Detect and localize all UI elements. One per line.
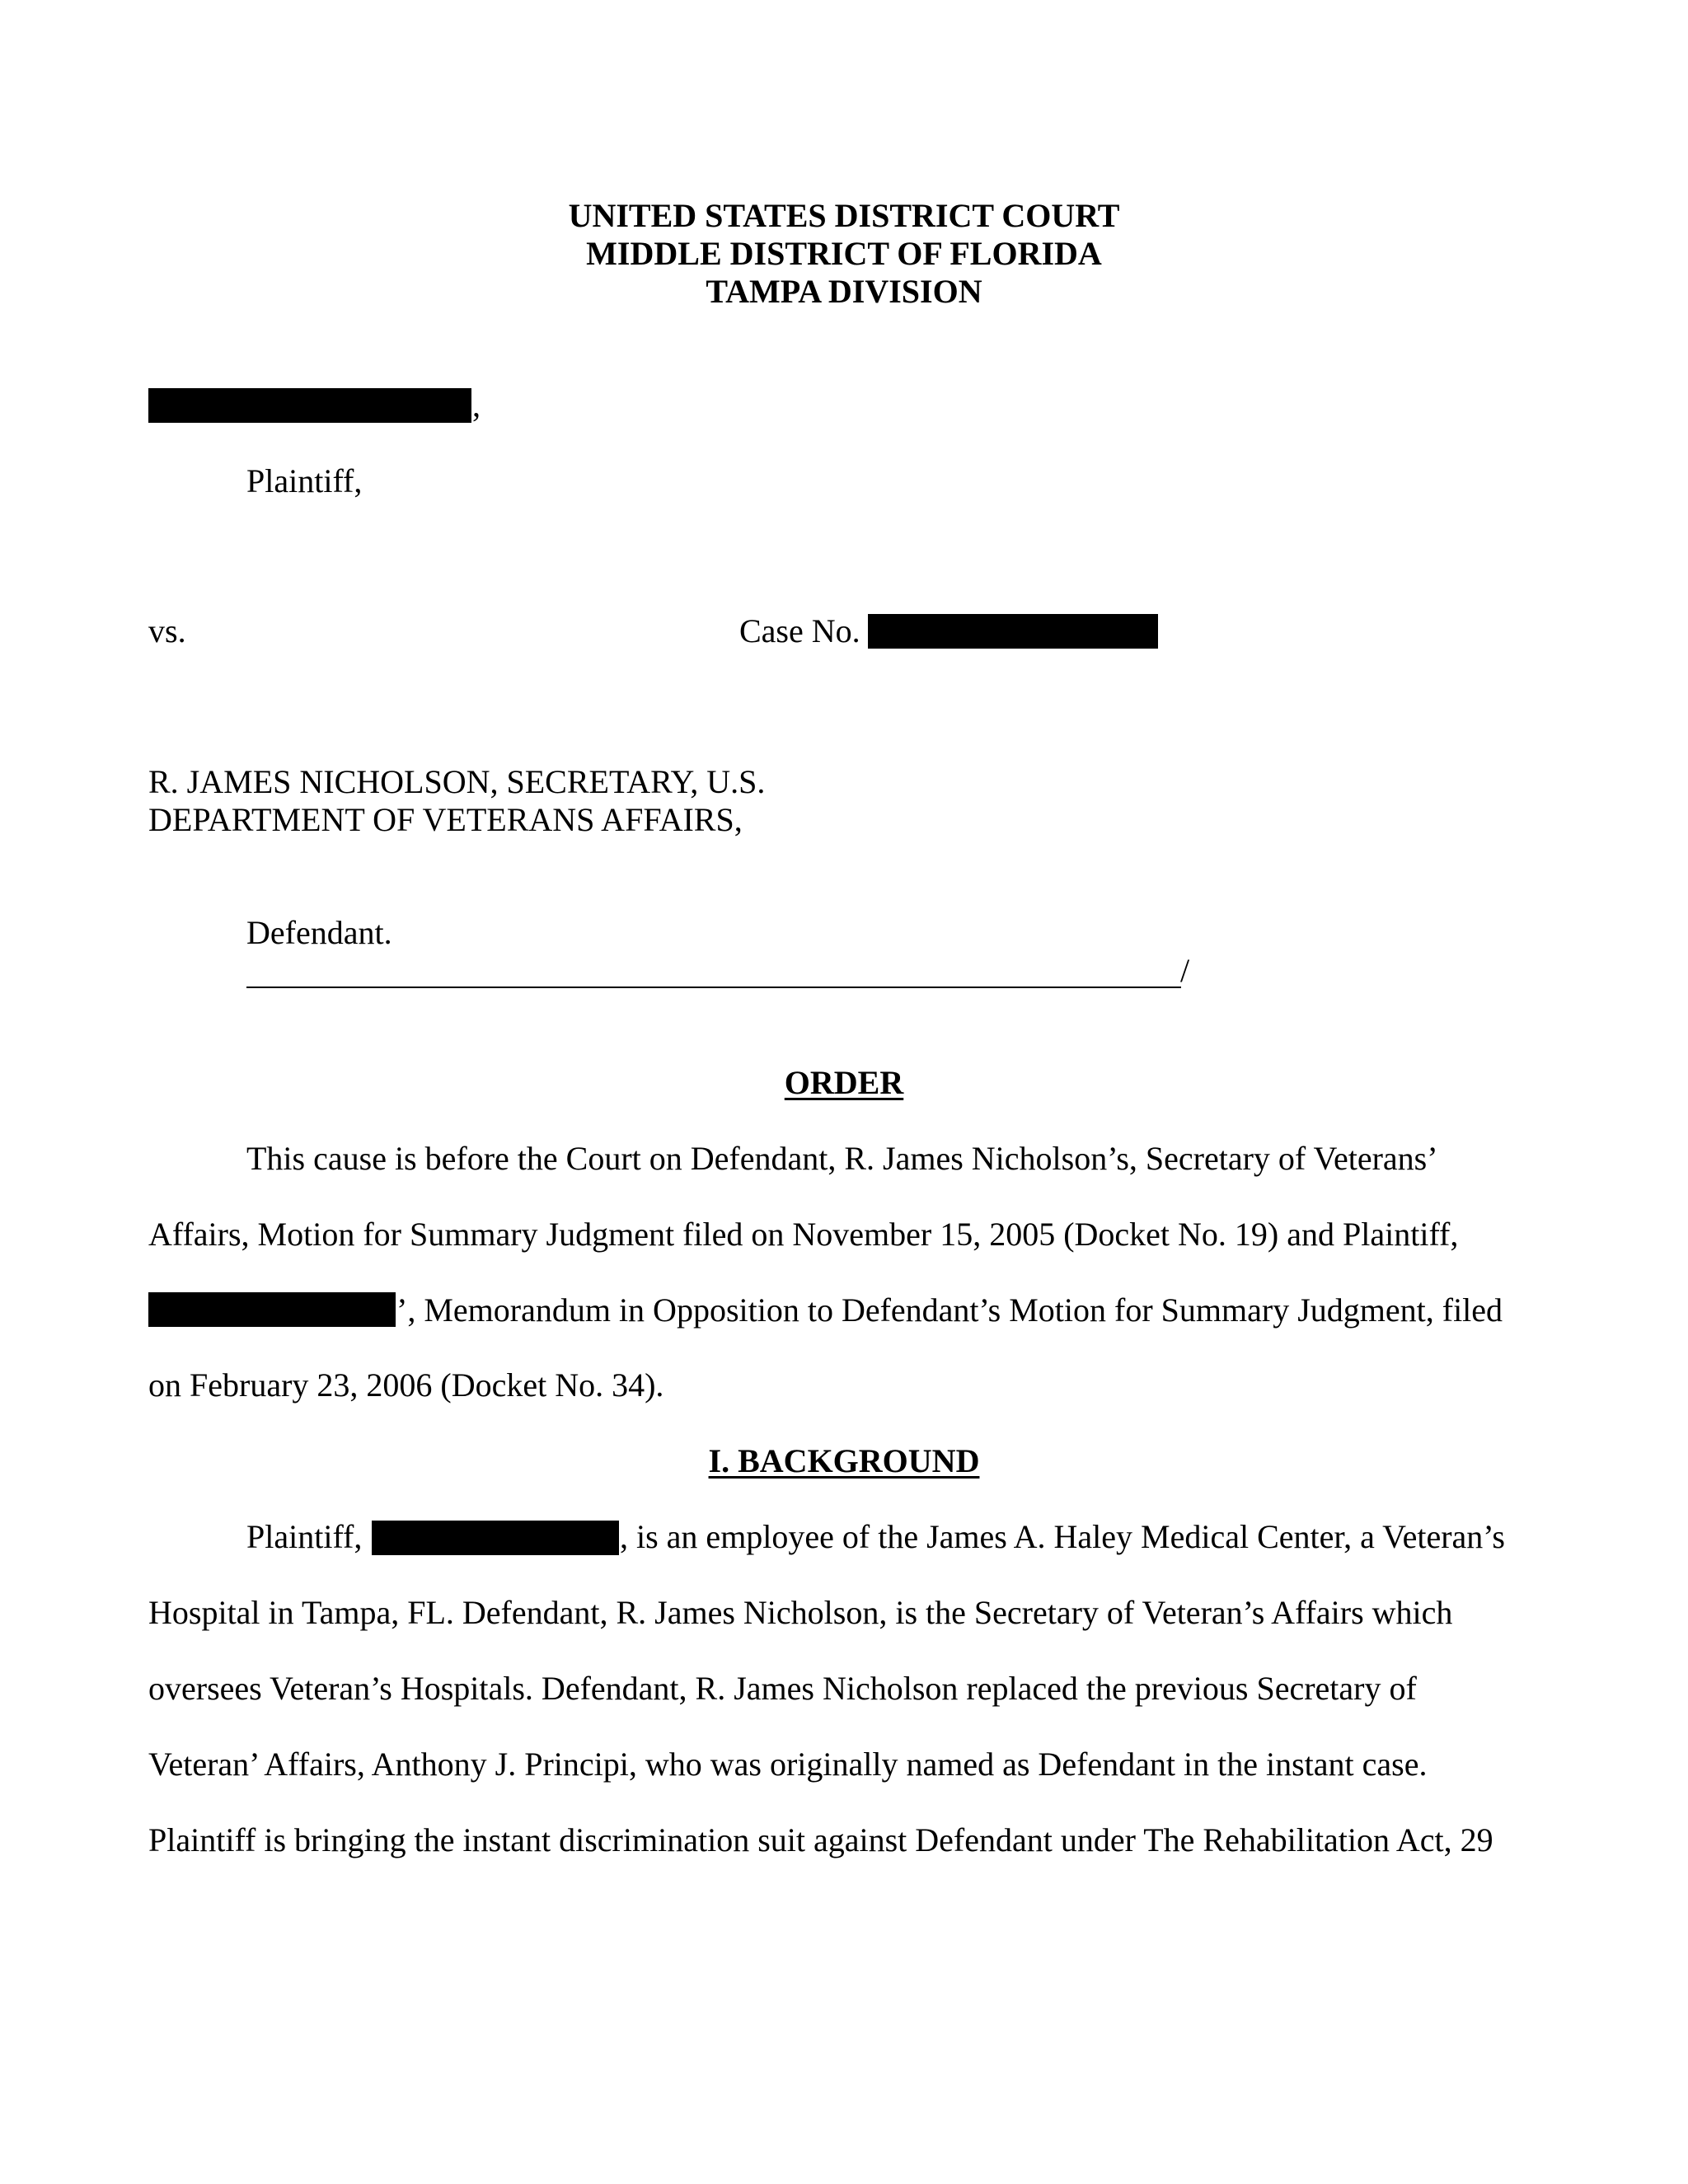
order-paragraph-line3: ’, Memorandum in Opposition to Defendant’s Motion for Summary Judgment, filed bbox=[396, 1291, 1503, 1329]
case-number-label: Case No. bbox=[739, 612, 860, 649]
redacted-plaintiff-name bbox=[148, 388, 471, 423]
redacted-plaintiff-name-3 bbox=[372, 1521, 619, 1555]
court-name: UNITED STATES DISTRICT COURT bbox=[568, 197, 1120, 234]
background-line2: Hospital in Tampa, FL. Defendant, R. James Nicholson, is the Secretary of Veteran’s Affairs which bbox=[148, 1594, 1453, 1631]
caption-divider-line bbox=[246, 987, 1181, 988]
court-division: TAMPA DIVISION bbox=[706, 273, 982, 310]
background-line4: Veteran’ Affairs, Anthony J. Principi, who was originally named as Defendant in the instant case. bbox=[148, 1746, 1428, 1783]
defendant-name-line1: R. JAMES NICHOLSON, SECRETARY, U.S. bbox=[148, 763, 766, 800]
background-heading: I. BACKGROUND bbox=[708, 1442, 980, 1479]
order-paragraph-line1: This cause is before the Court on Defendant, R. James Nicholson’s, Secretary of Veterans’ bbox=[246, 1140, 1438, 1177]
order-paragraph-line2: Affairs, Motion for Summary Judgment filed on November 15, 2005 (Docket No. 19) and Plaintiff, bbox=[148, 1216, 1459, 1253]
order-heading: ORDER bbox=[784, 1064, 904, 1101]
plaintiff-comma: , bbox=[472, 387, 481, 424]
court-district: MIDDLE DISTRICT OF FLORIDA bbox=[586, 235, 1102, 272]
order-paragraph-line4: on February 23, 2006 (Docket No. 34). bbox=[148, 1366, 664, 1404]
plaintiff-label: Plaintiff, bbox=[246, 462, 363, 499]
vs-label: vs. bbox=[148, 612, 186, 649]
defendant-name-line2: DEPARTMENT OF VETERANS AFFAIRS, bbox=[148, 801, 743, 838]
background-line1-start: Plaintiff, bbox=[246, 1518, 363, 1555]
background-line5: Plaintiff is bringing the instant discrimination suit against Defendant under The Rehabilitation Act, 29 bbox=[148, 1821, 1493, 1858]
defendant-label: Defendant. bbox=[246, 914, 392, 951]
redacted-plaintiff-name-2 bbox=[148, 1292, 396, 1327]
caption-slash: / bbox=[1180, 952, 1190, 989]
background-line3: oversees Veteran’s Hospitals. Defendant, R. James Nicholson replaced the previous Secretary of bbox=[148, 1670, 1417, 1707]
background-line1-end: , is an employee of the James A. Haley Medical Center, a Veteran’s bbox=[620, 1518, 1505, 1555]
redacted-case-number bbox=[868, 614, 1158, 649]
